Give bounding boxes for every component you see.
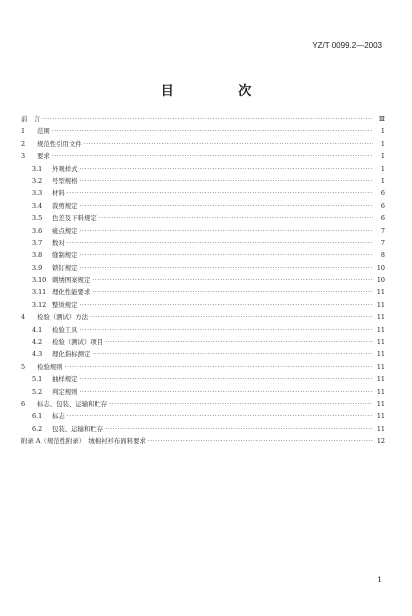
toc-entry[interactable] xyxy=(21,249,385,261)
toc-entry[interactable] xyxy=(21,299,385,311)
toc-entry[interactable] xyxy=(21,225,385,237)
toc-entry-number: 3.7 xyxy=(32,238,43,247)
toc-entry[interactable] xyxy=(21,274,385,286)
toc-leader-dots xyxy=(105,337,373,349)
toc-leader-dots xyxy=(80,325,373,337)
toc-leader-dots xyxy=(92,287,373,299)
toc-leader-dots xyxy=(80,176,373,188)
toc-entry-number: 3.1 xyxy=(32,164,43,173)
toc-entry-number: 4.2 xyxy=(32,338,43,347)
toc-entry-label: 外观样式 xyxy=(52,164,78,173)
toc-leader-dots xyxy=(67,238,373,250)
toc-entry-number: 6 xyxy=(21,399,26,408)
toc-entry-page: 1 xyxy=(380,176,385,185)
toc-entry-number: 5 xyxy=(21,362,26,371)
toc-entry-label: 规范性引用文件 xyxy=(37,139,82,148)
toc-entry[interactable] xyxy=(21,361,385,373)
toc-leader-dots xyxy=(109,399,373,411)
toc-entry-page: 11 xyxy=(376,325,385,334)
toc-entry-label: 整烫规定 xyxy=(52,300,78,309)
toc-leader-dots xyxy=(92,349,373,361)
page-number: 1 xyxy=(377,575,382,584)
toc-entry-page: 11 xyxy=(376,362,385,371)
toc-leader-dots xyxy=(80,387,373,399)
toc-entry[interactable] xyxy=(21,113,385,125)
toc-entry-number: 3.6 xyxy=(32,226,43,235)
toc-entry[interactable] xyxy=(21,386,385,398)
toc-leader-dots xyxy=(92,275,373,287)
toc-entry-label: 判定规则 xyxy=(52,387,78,396)
toc-entry-label: 标志、包装、运输和贮存 xyxy=(37,399,108,408)
toc-leader-dots xyxy=(52,126,373,138)
toc-entry-label: 号型规格 xyxy=(52,176,78,185)
toc-leader-dots xyxy=(80,226,373,238)
toc-entry-label: 检验（测试）方法 xyxy=(37,313,89,322)
toc-leader-dots xyxy=(80,164,373,176)
toc-entry[interactable] xyxy=(21,423,385,435)
page-title: 目 次 xyxy=(160,84,282,99)
toc-leader-dots xyxy=(52,151,373,163)
toc-entry[interactable] xyxy=(21,398,385,410)
toc-entry-page: 11 xyxy=(376,288,385,297)
toc-entry[interactable] xyxy=(21,150,385,162)
toc-entry[interactable] xyxy=(21,138,385,150)
toc-entry-label: 锁钉规定 xyxy=(52,263,78,272)
toc-leader-dots xyxy=(99,213,373,225)
toc-entry-label: 材料 xyxy=(52,189,65,198)
toc-entry[interactable] xyxy=(21,410,385,422)
toc-entry-page: 1 xyxy=(380,152,385,161)
toc-entry-label: 疵点规定 xyxy=(52,226,78,235)
toc-entry-label: 标志 xyxy=(52,412,65,421)
toc-entry[interactable] xyxy=(21,212,385,224)
toc-entry-label: 抽样规定 xyxy=(52,375,78,384)
toc-entry-label: 裁剪规定 xyxy=(52,201,78,210)
toc-entry-page: 7 xyxy=(380,226,385,235)
table-of-contents xyxy=(21,113,385,448)
toc-entry-page: 11 xyxy=(376,424,385,433)
toc-entry-page: 8 xyxy=(380,251,385,260)
toc-entry-number: 3.9 xyxy=(32,263,43,272)
toc-leader-dots xyxy=(67,411,373,423)
toc-entry-number: 3.12 xyxy=(32,300,47,309)
toc-entry[interactable] xyxy=(21,348,385,360)
toc-entry-page: 11 xyxy=(376,399,385,408)
toc-entry-page: Ⅲ xyxy=(378,115,385,123)
toc-entry-page: 11 xyxy=(376,313,385,322)
toc-entry-page: 6 xyxy=(380,201,385,210)
toc-entry-number: 3.4 xyxy=(32,201,43,210)
toc-entry-number: 3.2 xyxy=(32,176,43,185)
toc-entry-page: 10 xyxy=(376,263,385,272)
toc-entry-label: 范围 xyxy=(37,127,50,136)
toc-entry-number: 2 xyxy=(21,139,26,148)
toc-leader-dots xyxy=(80,250,373,262)
toc-entry-label: 缝制规定 xyxy=(52,251,78,260)
toc-entry[interactable] xyxy=(21,286,385,298)
toc-entry-page: 11 xyxy=(376,338,385,347)
toc-entry[interactable] xyxy=(21,336,385,348)
toc-entry-number: 4 xyxy=(21,313,26,322)
toc-entry-number: 6.2 xyxy=(32,424,43,433)
toc-entry-label: 检验工具 xyxy=(52,325,78,334)
toc-entry-number: 4.1 xyxy=(32,325,43,334)
toc-leader-dots xyxy=(80,300,373,312)
toc-entry-number: 1 xyxy=(21,127,26,136)
toc-leader-dots xyxy=(80,263,373,275)
toc-entry-page: 11 xyxy=(376,300,385,309)
toc-entry-page: 7 xyxy=(380,238,385,247)
toc-leader-dots xyxy=(148,436,373,448)
toc-entry-label: 数对 xyxy=(52,238,65,247)
toc-entry[interactable] xyxy=(21,373,385,385)
toc-entry-label: 理化性能要求 xyxy=(52,288,91,297)
toc-entry[interactable] xyxy=(21,324,385,336)
toc-entry-label: 前 言 xyxy=(21,115,41,123)
toc-entry-page: 11 xyxy=(376,350,385,359)
toc-entry-number: 3.10 xyxy=(32,276,47,285)
toc-entry-label: 要求 xyxy=(37,152,50,161)
toc-entry[interactable] xyxy=(21,187,385,199)
toc-entry-number: 6.1 xyxy=(32,412,43,421)
toc-entry-label: 刺绣图案规定 xyxy=(52,276,91,285)
toc-entry-label: 附录 A（规范性附录） 绒棉衬衫布面料要求 xyxy=(21,437,146,446)
toc-entry-page: 12 xyxy=(376,437,385,446)
toc-entry-number: 3.3 xyxy=(32,189,43,198)
toc-entry-label: 理化指标测定 xyxy=(52,350,91,359)
toc-entry[interactable] xyxy=(21,237,385,249)
toc-leader-dots xyxy=(80,201,373,213)
toc-leader-dots xyxy=(65,362,373,374)
toc-entry[interactable] xyxy=(21,163,385,175)
toc-entry[interactable] xyxy=(21,125,385,137)
toc-entry[interactable] xyxy=(21,200,385,212)
toc-leader-dots xyxy=(80,374,373,386)
toc-entry-number: 5.1 xyxy=(32,375,43,384)
toc-entry-page: 11 xyxy=(376,412,385,421)
toc-entry-number: 5.2 xyxy=(32,387,43,396)
toc-leader-dots xyxy=(67,188,373,200)
toc-entry-page: 6 xyxy=(380,189,385,198)
toc-entry-number: 3.8 xyxy=(32,251,43,260)
toc-entry-label: 检验（测试）项目 xyxy=(52,338,104,347)
toc-entry-number: 3.11 xyxy=(32,288,47,297)
toc-entry-page: 11 xyxy=(376,375,385,384)
toc-entry-label: 色差及下料规定 xyxy=(52,214,97,223)
toc-entry-label: 检验规则 xyxy=(37,362,63,371)
toc-entry-page: 6 xyxy=(380,214,385,223)
toc-entry[interactable] xyxy=(21,311,385,323)
toc-entry[interactable] xyxy=(21,262,385,274)
toc-leader-dots xyxy=(90,312,373,324)
toc-entry-label: 包装、运输和贮存 xyxy=(52,424,104,433)
toc-leader-dots xyxy=(84,139,373,151)
toc-entry-number: 3.5 xyxy=(32,214,43,223)
toc-entry[interactable] xyxy=(21,175,385,187)
toc-leader-dots xyxy=(42,114,373,126)
toc-entry-page: 1 xyxy=(380,164,385,173)
toc-entry-number: 4.3 xyxy=(32,350,43,359)
toc-entry-number: 3 xyxy=(21,152,26,161)
standard-code: YZ/T 0099.2—2003 xyxy=(312,41,382,50)
toc-entry-page: 1 xyxy=(380,127,385,136)
toc-entry-page: 11 xyxy=(376,387,385,396)
toc-entry-page: 1 xyxy=(380,139,385,148)
toc-entry[interactable] xyxy=(21,435,385,447)
toc-entry-page: 10 xyxy=(376,276,385,285)
